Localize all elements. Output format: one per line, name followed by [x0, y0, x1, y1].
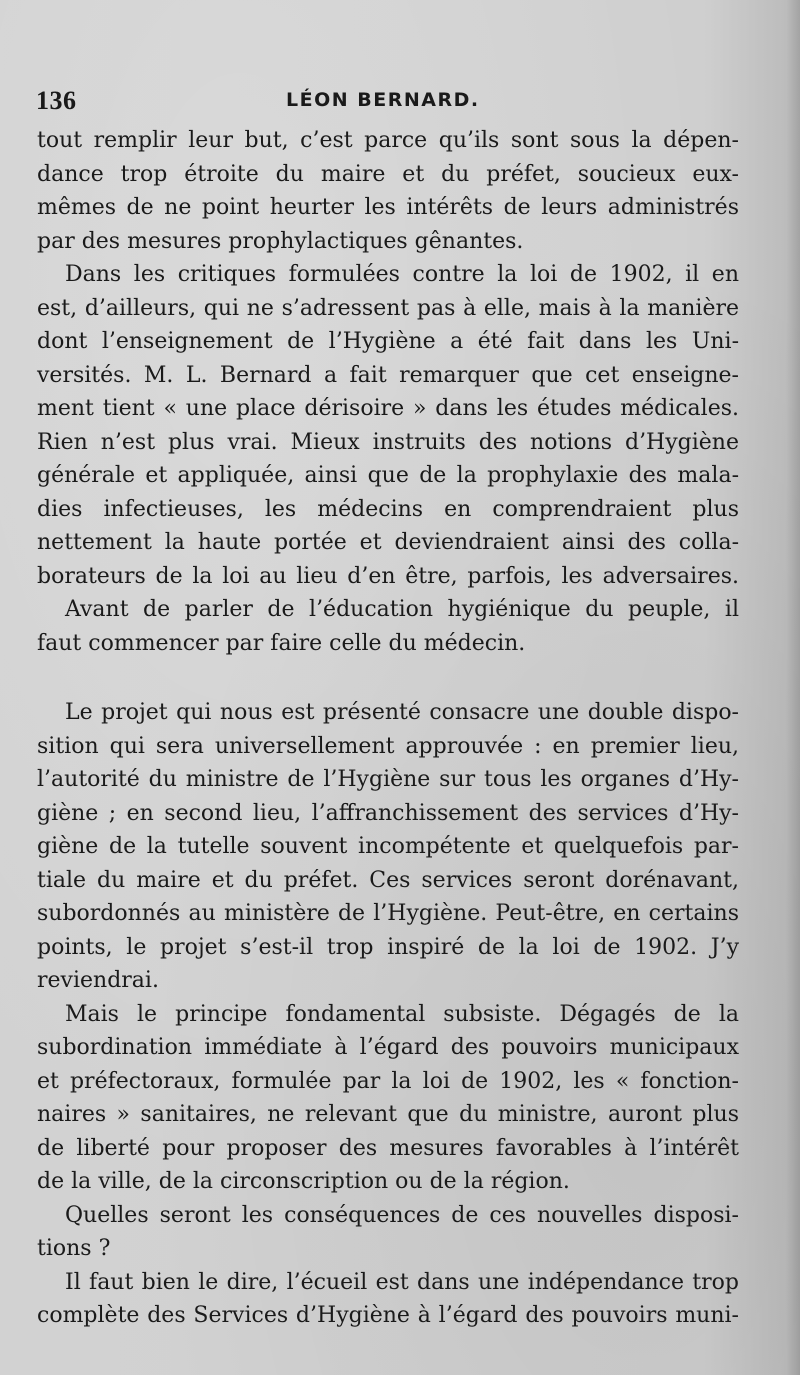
text-line: complète des Services d’Hygiène à l’égard des pouvoirs muni- [37, 1303, 739, 1328]
text-line: Dans les critiques formulées contre la loi de 1902, il en [65, 262, 739, 287]
text-line: ment tient « une place dérisoire » dans les études médicales. [37, 396, 739, 421]
text-line: Mais le principe fondamental subsiste. Dégagés de la [65, 1001, 739, 1027]
text-line: dont l’enseignement de l’Hygiène a été fait dans les Uni- [37, 329, 739, 354]
text-line: giène ; en second lieu, l’affranchissement des services d’Hy- [37, 800, 739, 826]
text-line: giène de la tutelle souvent incompétente et quelquefois par- [37, 834, 739, 859]
text-line: par des mesures prophylactiques gênantes. [37, 228, 524, 254]
text-line: de liberté pour proposer des mesures favorables à l’intérêt [37, 1135, 739, 1161]
scan-shadow-edge [786, 0, 800, 1375]
text-line: et préfectoraux, formulée par la loi de 1902, les « fonction- [37, 1068, 739, 1094]
text-line: Rien n’est plus vrai. Mieux instruits des notions d’Hygiène [37, 429, 739, 455]
text-line: Il faut bien le dire, l’écueil est dans une indépendance trop [65, 1269, 739, 1295]
text-line: tions ? [37, 1236, 111, 1261]
text-line: sition qui sera universellement approuvée : en premier lieu, [37, 733, 739, 759]
text-line: versités. M. L. Bernard a fait remarquer que cet enseigne- [37, 362, 739, 388]
text-line: mêmes de ne point heurter les intérêts de leurs administrés [37, 195, 739, 220]
text-line: points, le projet s’est-il trop inspiré de la loi de 1902. J’y [37, 934, 739, 960]
text-line: est, d’ailleurs, qui ne s’adressent pas à elle, mais à la manière [37, 295, 739, 321]
text-line: tiale du maire et du préfet. Ces services seront dorénavant, [37, 867, 739, 893]
text-line: tout remplir leur but, c’est parce qu’ils sont sous la dépen- [37, 128, 739, 153]
text-line: nettement la haute portée et deviendraient ainsi des colla- [37, 530, 739, 555]
text-line: générale et appliquée, ainsi que de la prophylaxie des mala- [37, 463, 739, 488]
text-line: Quelles seront les conséquences de ces nouvelles disposi- [65, 1202, 739, 1228]
page-number: 136 [36, 86, 77, 115]
text-line: Le projet qui nous est présenté consacre une double dispo- [65, 700, 739, 725]
text-line: dance trop étroite du maire et du préfet, soucieux eux- [37, 161, 739, 187]
text-line: de la ville, de la circonscription ou de la région. [37, 1169, 570, 1194]
page-header [36, 86, 764, 120]
body-text [37, 124, 739, 1333]
text-line: l’autorité du ministre de l’Hygiène sur tous les organes d’Hy- [37, 767, 739, 792]
text-line: faut commencer par faire celle du médecin. [37, 630, 526, 656]
text-line: borateurs de la loi au lieu d’en être, parfois, les adversaires. [37, 563, 739, 589]
text-line: dies infectieuses, les médecins en comprendraient plus [37, 496, 739, 522]
text-line: subordination immédiate à l’égard des pouvoirs municipaux [37, 1035, 739, 1060]
text-line: Avant de parler de l’éducation hygiénique du peuple, il [65, 597, 739, 622]
text-line: subordonnés au ministère de l’Hygiène. Peut-être, en certains [37, 901, 739, 926]
text-line: naires » sanitaires, ne relevant que du ministre, auront plus [37, 1102, 739, 1127]
paragraph-gap [37, 660, 739, 696]
text-line: reviendrai. [37, 968, 159, 993]
running-head: LÉON BERNARD. [286, 89, 480, 111]
